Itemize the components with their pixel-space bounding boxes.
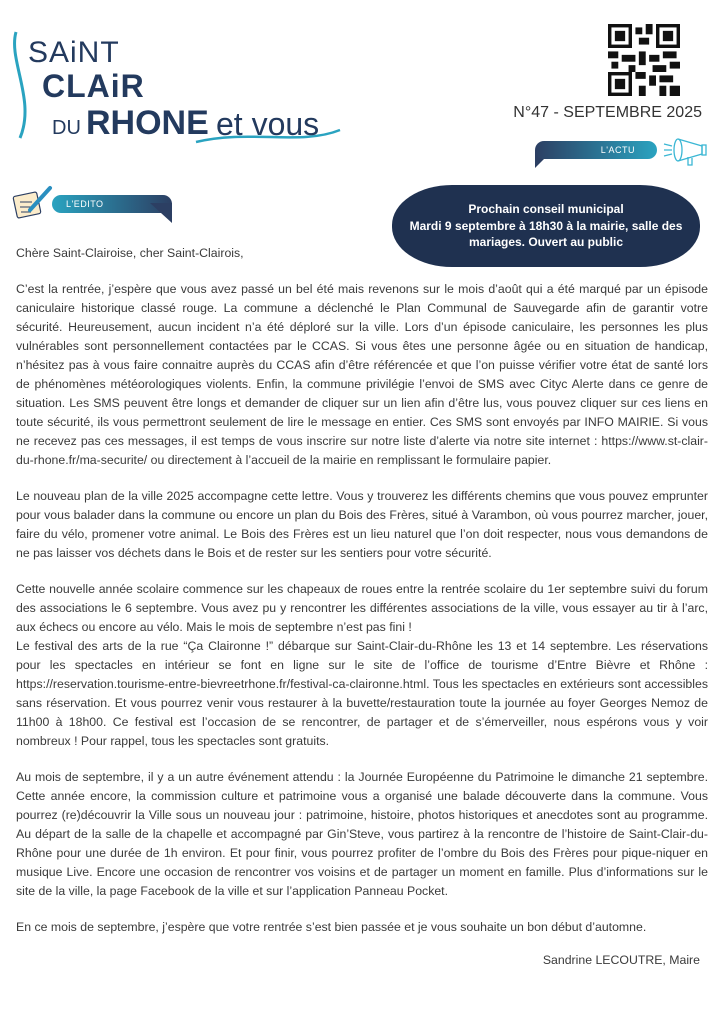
paragraph: Le festival des arts de la rue “Ça Claironne !” débarque sur Saint-Clair-du-Rhône les 13 et 14 septembre. Les réservations pour les spectacles en intérieur se font en ligne sur le site de l’office de tourisme d’Entre Bièvre et Rhône : https://reservation.tourisme-entre-bievreetrhone.fr/festival-ca-claironne.html. Tous les spectacles en extérieurs sont accessibles sans réservation. Et vous pourrez venir vous restaurer à la buvette/restauration toute la journée au foyer Georges Nemoz de 11h00 à 18h00. Ce festival est l’occasion de se rencontrer, de partager et de s’émerveiller, nous espérons vous y voir nombreux ! Pour rappel, tous les spectacles sont gratuits.: [16, 639, 708, 748]
megaphone-icon: [662, 134, 710, 168]
logo-text-saint: SAiNT: [28, 36, 120, 69]
actu-tag: L'ACTU: [535, 141, 657, 159]
paragraph: En ce mois de septembre, j’espère que votre rentrée s’est bien passée et je vous souhaite un bon début d’automne.: [16, 920, 647, 934]
logo-text-et-vous: et vous: [216, 106, 320, 142]
qr-code-icon[interactable]: [608, 24, 680, 96]
letter-body: [16, 280, 708, 970]
edito-tag: L'EDITO: [52, 195, 172, 213]
logo-text-clair: CLAiR: [42, 68, 145, 104]
actu-line: Prochain conseil municipal: [468, 202, 624, 217]
logo-text-du: DU: [52, 117, 81, 139]
issue-number: N°47 - SEPTEMBRE 2025: [513, 104, 702, 121]
notepad-pen-icon: [12, 182, 54, 222]
actu-line: Mardi 9 septembre à 18h30 à la mairie, salle des: [409, 218, 683, 233]
logo: [0, 0, 360, 150]
paragraph: Cette nouvelle année scolaire commence sur les chapeaux de roues entre la rentrée scolaire du 1er septembre suivi du forum des associations le 6 septembre. Vous avez pu y rencontrer les différentes associations de la ville, vous essayer au tir à l’arc, aux échecs ou encore au vélo. Mais le mois de septembre n’est pas fini !: [16, 582, 708, 634]
actu-line: mariages. Ouvert au public: [468, 235, 624, 250]
paragraph: Le nouveau plan de la ville 2025 accompagne cette lettre. Vous y trouverez les différents chemins que vous pouvez emprunter pour vous balader dans la commune ou encore un plan du Bois des Frères, situé à Varambon, où vous pourrez marcher, jouer, faire du vélo, promener votre animal. Le Bois des Frères est un lieu naturel que l’on doit respecter, nous vous demandons de ne pas laisser vos déchets dans le Bois et de rester sur les sentiers pour votre sécurité.: [16, 489, 708, 560]
paragraph: C’est la rentrée, j’espère que vous avez passé un bel été mais revenons sur le mois d’août qui a été marqué par un épisode caniculaire historique classé rouge. La commune a déclenché le Plan Communal de Sauvegarde afin de garantir votre sécurité. Heureusement, aucun incident n’a été déploré sur la ville. Lors d’un épisode caniculaire, les personnes les plus vulnérables sont personnellement contactées par le CCAS. Si vous êtes une personne âgée ou en situation de handicap, n’hésitez pas à vous faire connaitre auprès du CCAS afin d’être référencée et que l’on puisse vérifier votre état de santé lors de phénomènes météorologiques violents. Enfin, la commune privilégie l’envoi de SMS avec Cityc Alerte dans ce genre de situation. Les SMS peuvent être longs et demander de cliquer sur un lien afin d’être lus, vous pouvez cliquer sur ces liens en toute sécurité, ils vous permettront seulement de lire le message en entier. Ces SMS sont envoyés par INFO MAIRIE. Si vous ne recevez pas ces messages, il est temps de vous inscrire sur notre liste d’alerte via notre site internet : https://www.st-clair-du-rhone.fr/ma-securite/ ou directement à l’accueil de la mairie en remplissant le formulaire papier.: [16, 282, 708, 467]
signature: Sandrine LECOUTRE, Maire: [542, 953, 700, 967]
paragraph: Au mois de septembre, il y a un autre événement attendu : la Journée Européenne du Patrimoine le dimanche 21 septembre. Cette année encore, la commission culture et patrimoine vous a organisé une balade découverte dans la commune. Vous pourrez (re)découvrir la Ville sous un nouveau jour : patrimoine, histoire, photos historiques et anecdotes sont au programme. Au départ de la salle de la chapelle et accompagné par Gin’Steve, vous partirez à la rencontre de l’histoire de Saint-Clair-du-Rhône pour une durée de 1h environ. Et pour finir, vous pourrez profiter de l’ombre du Bois des Frères pour pique-niquer en musique Live. Encore une occasion de rencontrer vos voisins et de partager un moment en famille. Plus d’informations sur le site de la ville, la page Facebook de la ville et sur l’application Panneau Pocket.: [16, 770, 708, 898]
greeting: Chère Saint-Clairoise, cher Saint-Clairois,: [16, 246, 244, 260]
edito-tag-tail: [150, 203, 174, 225]
logo-text-rhone: RHONE: [86, 104, 209, 142]
actu-bubble: [392, 185, 700, 267]
